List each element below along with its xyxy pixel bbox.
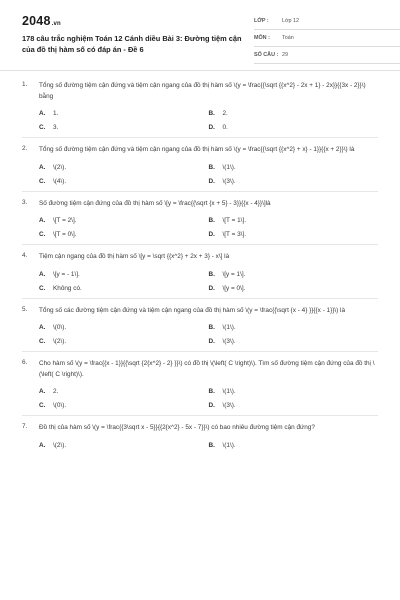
question-text: Đồ thị của hàm số \(y = \frac{{3\sqrt x - 5}}{{2{x^2} - 5x - 7}}\) có bao nhiêu đường tiệm cận đứng? — [39, 424, 315, 431]
option-a[interactable]: A. \(2\). — [39, 441, 67, 449]
question-number: 7. — [22, 423, 28, 430]
option-b[interactable]: B. \(1\). — [208, 388, 236, 395]
meta-row-subject — [254, 30, 400, 47]
option-a[interactable]: A. \(0\). — [39, 324, 67, 331]
meta-key: MÔN : — [254, 35, 270, 41]
meta-value: 29 — [282, 52, 288, 58]
option-d[interactable]: D. \[y = 0\]. — [208, 284, 246, 292]
meta-key: LỚP : — [254, 18, 269, 24]
option-c[interactable]: C. \(4\). — [39, 177, 67, 185]
option-c[interactable]: C. \(0\). — [39, 402, 67, 409]
option-a[interactable]: A. \[y = - 1\]. — [39, 270, 80, 278]
question-6 — [22, 356, 378, 416]
option-c[interactable]: C. \(2\). — [39, 338, 67, 345]
question-text: Tổng số các đường tiệm cận đứng và tiệm cận ngang của đồ thị hàm số \(y = \frac{{\sqrt {x - 4} }}{{x - 1}}\) là — [39, 306, 346, 314]
question-number: 1. — [22, 81, 28, 88]
question-number: 6. — [22, 359, 28, 366]
question-3 — [22, 196, 378, 246]
option-b[interactable]: B. \[T = 1\]. — [208, 217, 247, 224]
question-number: 5. — [22, 305, 28, 313]
meta-info — [254, 13, 400, 64]
option-b[interactable]: B. \(1\). — [208, 324, 236, 331]
option-c[interactable]: C. Không có. — [39, 284, 82, 292]
question-number: 4. — [22, 252, 28, 259]
question-2 — [22, 142, 378, 192]
option-a[interactable]: A. \(2\). — [39, 163, 67, 171]
meta-value: Toán — [282, 35, 294, 41]
question-text: Tiệm cận ngang của đồ thị hàm số \[y = \sqrt {{x^2} + 2x + 3} - x\] là — [39, 253, 230, 260]
question-4 — [22, 249, 378, 299]
option-d[interactable]: D. \[T = 3\]. — [208, 231, 247, 238]
option-c[interactable]: C. 3. — [39, 124, 59, 131]
question-number: 3. — [22, 198, 28, 206]
option-a[interactable]: A. \[T = 2\]. — [39, 217, 77, 224]
question-text: Cho hàm số \(y = \frac{{x - 1}}{{\sqrt {2{x^2} - 2} }}\) có đồ thị \(\left( C \right)\). Tìm số đường tiệm cận đứng của đồ thị \(\left( C \right)\). — [39, 360, 375, 378]
divider — [0, 70, 400, 71]
meta-key: SỐ CÂU : — [254, 52, 279, 58]
option-b[interactable]: B. 2. — [208, 110, 228, 117]
option-d[interactable]: D. 0. — [208, 124, 228, 131]
question-text: Tổng số đường tiệm cận đứng và tiệm cận ngang của đồ thị hàm số \(y = \frac{{\sqrt {{x^2} - 2x + 1} - 2x}}{{3x - 2}}\) bằng — [39, 82, 366, 100]
question-text: Tổng số đường tiệm cận đứng và tiệm cận ngang của đồ thị hàm số \(y = \frac{{\sqrt {{x^2} + x} - 1}}{{x + 2}}\) là — [39, 146, 355, 153]
option-a[interactable]: A. 1. — [39, 110, 59, 117]
option-b[interactable]: B. \(1\). — [208, 441, 236, 449]
site-logo[interactable]: 2048.vn — [22, 14, 61, 28]
question-text: Số đường tiệm cận đứng của đồ thị hàm số \[y = \frac{{\sqrt {x + 5} - 3}}{{x - 4}}\]là — [39, 199, 271, 207]
question-list — [22, 78, 378, 459]
option-b[interactable]: B. \[y = 1\]. — [208, 270, 246, 278]
option-d[interactable]: D. \(3\). — [208, 338, 236, 345]
question-number: 2. — [22, 145, 28, 152]
meta-row-grade — [254, 13, 400, 30]
question-7 — [22, 420, 378, 455]
question-5 — [22, 303, 378, 353]
meta-row-count — [254, 47, 400, 64]
meta-value: Lớp 12 — [282, 18, 300, 24]
option-a[interactable]: A. 2. — [39, 388, 59, 395]
page-title: 178 câu trắc nghiệm Toán 12 Cánh diều Bài 3: Đường tiệm cận của đồ thị hàm số có đáp án - Đề 6 — [22, 34, 242, 54]
header — [22, 0, 378, 64]
option-d[interactable]: D. \(3\). — [208, 402, 236, 409]
option-b[interactable]: B. \(1\). — [208, 163, 236, 171]
question-1 — [22, 78, 378, 138]
option-c[interactable]: C. \[T = 0\]. — [39, 231, 77, 238]
option-d[interactable]: D. \(3\). — [208, 177, 236, 185]
